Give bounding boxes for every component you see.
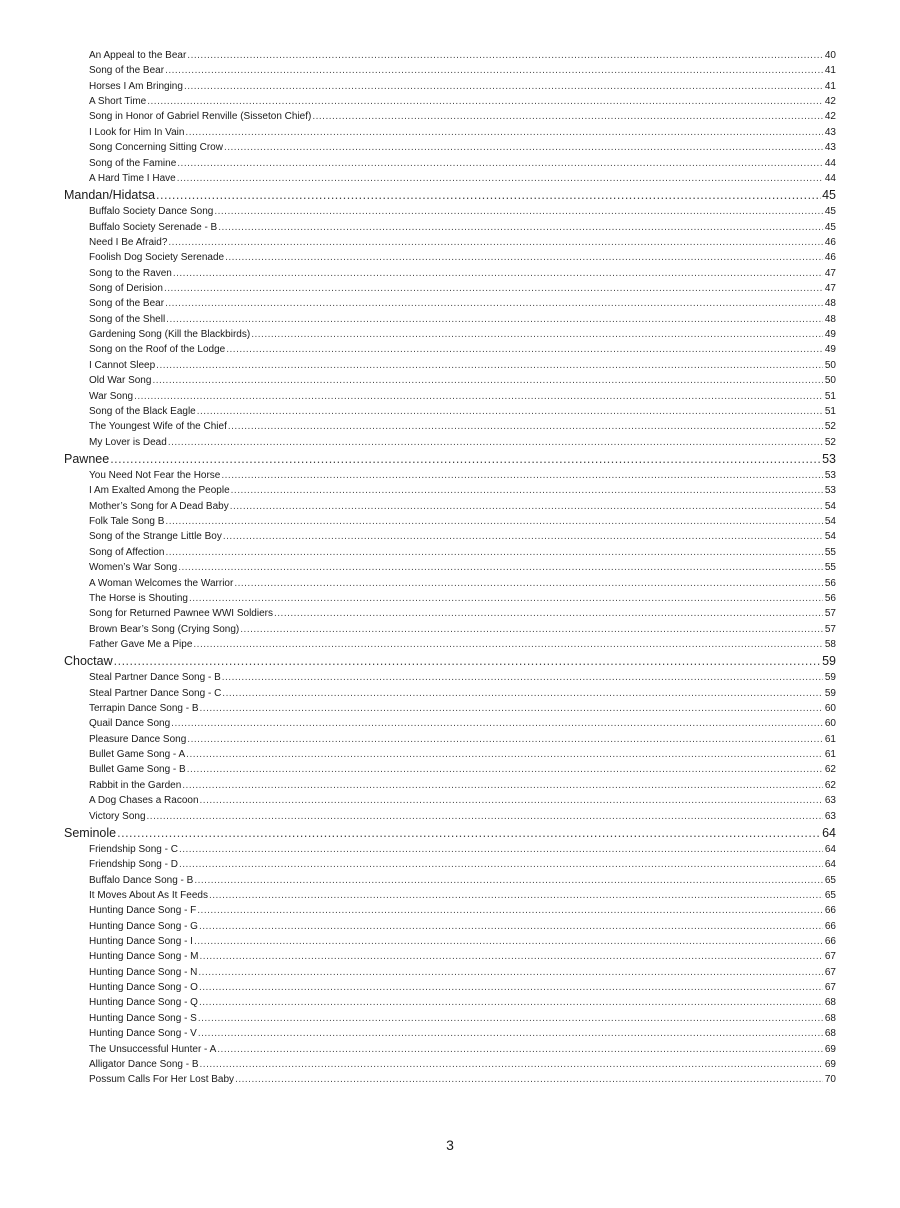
toc-entry-title: Steal Partner Dance Song - C [89, 687, 222, 699]
dot-leader [164, 281, 823, 296]
dot-leader [209, 888, 823, 903]
toc-entry-page: 47 [824, 283, 836, 295]
toc-entry[interactable] [0, 156, 900, 171]
toc-entry-title: Song of Derision [89, 283, 163, 295]
toc-entry-page: 54 [824, 531, 836, 543]
toc-entry-title: Hunting Dance Song - O [89, 982, 198, 994]
dot-leader [198, 1011, 823, 1026]
toc-entry[interactable] [0, 919, 900, 934]
dot-leader [147, 94, 823, 109]
toc-entry-page: 51 [824, 390, 836, 402]
toc-entry-page: 55 [824, 562, 836, 574]
dot-leader [312, 109, 823, 124]
dot-leader [274, 606, 823, 621]
toc-entry-title: Song of the Shell [89, 313, 166, 325]
dot-leader [224, 140, 823, 155]
toc-entry[interactable] [0, 327, 900, 342]
toc-entry-page: 64 [824, 859, 836, 871]
dot-leader [199, 980, 823, 995]
toc-entry[interactable] [0, 358, 900, 373]
dot-leader [185, 125, 823, 140]
toc-entry-page: 62 [824, 764, 836, 776]
toc-entry-title: Friendship Song - D [89, 859, 178, 871]
dot-leader [214, 204, 823, 219]
toc-entry[interactable] [0, 637, 900, 652]
toc-entry-title: Buffalo Society Dance Song [89, 206, 214, 218]
toc-entry-page: 48 [824, 313, 836, 325]
toc-entry[interactable] [0, 389, 900, 404]
dot-leader [114, 652, 821, 670]
toc-entry[interactable] [0, 312, 900, 327]
toc-entry-title: Folk Tale Song B [89, 516, 165, 528]
dot-leader [200, 949, 823, 964]
toc-entry[interactable] [0, 1042, 900, 1057]
dot-leader [179, 842, 823, 857]
toc-entry-title: Mandan/Hidatsa [64, 188, 156, 203]
toc-entry-page: 66 [824, 905, 836, 917]
toc-entry-page: 53 [824, 469, 836, 481]
toc-entry-title: Gardening Song (Kill the Blackbirds) [89, 329, 251, 341]
toc-entry-page: 53 [824, 485, 836, 497]
toc-entry[interactable] [0, 732, 900, 747]
toc-entry-page: 58 [824, 638, 836, 650]
toc-entry[interactable] [0, 468, 900, 483]
toc-entry-title: Need I Be Afraid? [89, 236, 168, 248]
dot-leader [221, 468, 823, 483]
toc-entry[interactable] [0, 857, 900, 872]
toc-entry[interactable] [0, 235, 900, 250]
dot-leader [251, 327, 823, 342]
toc-entry-page: 53 [822, 451, 836, 466]
dot-leader [222, 686, 823, 701]
dot-leader [240, 622, 823, 637]
toc-entry-title: Song Concerning Sitting Crow [89, 142, 223, 154]
toc-entry-page: 61 [824, 749, 836, 761]
dot-leader [186, 747, 823, 762]
toc-entry-title: Choctaw [64, 654, 113, 669]
toc-entry-title: Quail Dance Song [89, 718, 171, 730]
dot-leader [234, 576, 823, 591]
dot-leader [222, 670, 823, 685]
toc-entry-page: 64 [822, 825, 836, 840]
toc-entry-title: I Am Exalted Among the People [89, 485, 230, 497]
toc-entry-title: Hunting Dance Song - N [89, 966, 198, 978]
dot-leader [198, 965, 823, 980]
toc-entry[interactable] [0, 1057, 900, 1072]
toc-entry-title: Old War Song [89, 375, 152, 387]
toc-entry-title: Alligator Dance Song - B [89, 1058, 199, 1070]
toc-entry[interactable] [0, 1011, 900, 1026]
toc-entry[interactable] [0, 809, 900, 824]
toc-section-heading[interactable] [0, 652, 900, 670]
toc-entry-page: 52 [824, 421, 836, 433]
toc-entry-page: 46 [824, 252, 836, 264]
toc-entry[interactable] [0, 965, 900, 980]
toc-entry[interactable] [0, 404, 900, 419]
dot-leader [194, 934, 823, 949]
toc-section-heading[interactable] [0, 824, 900, 842]
toc-entry-title: Pleasure Dance Song [89, 733, 187, 745]
toc-entry-title: Hunting Dance Song - M [89, 951, 199, 963]
toc-entry-page: 59 [824, 672, 836, 684]
toc-entry[interactable] [0, 63, 900, 78]
toc-entry[interactable] [0, 793, 900, 808]
toc-entry[interactable] [0, 701, 900, 716]
toc-entry-page: 65 [824, 874, 836, 886]
toc-entry-page: 47 [824, 267, 836, 279]
toc-entry-page: 45 [822, 188, 836, 203]
toc-entry-page: 57 [824, 608, 836, 620]
toc-entry[interactable] [0, 606, 900, 621]
toc-entry-title: Hunting Dance Song - V [89, 1028, 197, 1040]
page-number: 3 [446, 1137, 454, 1153]
toc-entry-page: 45 [824, 206, 836, 218]
toc-entry-title: Song of the Famine [89, 157, 177, 169]
toc-entry-title: Seminole [64, 825, 117, 840]
toc-entry-page: 40 [824, 50, 836, 61]
toc-entry-title: Foolish Dog Society Serenade [89, 252, 225, 264]
toc-entry-title: Women’s War Song [89, 562, 178, 574]
toc-entry-page: 43 [824, 142, 836, 154]
toc-entry-page: 63 [824, 795, 836, 807]
toc-entry-page: 60 [824, 703, 836, 715]
toc-entry[interactable] [0, 934, 900, 949]
table-of-contents [0, 48, 900, 1088]
dot-leader [225, 250, 823, 265]
toc-entry-title: Song of the Bear [89, 65, 165, 77]
toc-entry-page: 57 [824, 623, 836, 635]
toc-entry[interactable] [0, 560, 900, 575]
toc-entry[interactable] [0, 125, 900, 140]
toc-entry-title: Song in Honor of Gabriel Renville (Sisseton Chief) [89, 111, 312, 123]
toc-entry[interactable] [0, 94, 900, 109]
dot-leader [165, 514, 823, 529]
toc-entry[interactable] [0, 903, 900, 918]
toc-entry-page: 42 [824, 111, 836, 123]
toc-entry-title: It Moves About As It Feeds [89, 889, 208, 901]
toc-entry[interactable] [0, 1072, 900, 1087]
toc-entry[interactable] [0, 873, 900, 888]
toc-entry-page: 44 [824, 157, 836, 169]
toc-entry-title: Song of the Bear [89, 298, 165, 310]
toc-entry-page: 45 [824, 221, 836, 233]
toc-entry[interactable] [0, 576, 900, 591]
toc-entry-page: 68 [824, 1028, 836, 1040]
toc-entry-page: 64 [824, 843, 836, 855]
dot-leader [200, 701, 823, 716]
dot-leader [217, 1042, 823, 1057]
toc-entry-title: War Song [89, 390, 134, 402]
toc-entry-page: 41 [824, 65, 836, 77]
dot-leader [200, 1057, 823, 1072]
dot-leader [200, 793, 823, 808]
toc-entry-title: Song to the Raven [89, 267, 172, 279]
toc-entry[interactable] [0, 980, 900, 995]
toc-entry-page: 68 [824, 1012, 836, 1024]
toc-entry-page: 65 [824, 889, 836, 901]
toc-entry-title: Pawnee [64, 451, 110, 466]
toc-entry[interactable] [0, 1026, 900, 1041]
dot-leader [223, 529, 823, 544]
dot-leader [168, 235, 823, 250]
dot-leader [117, 824, 821, 842]
toc-entry-title: A Hard Time I Have [89, 172, 176, 184]
toc-entry-page: 62 [824, 779, 836, 791]
toc-entry-page: 67 [824, 982, 836, 994]
toc-entry[interactable] [0, 545, 900, 560]
toc-entry-title: Song for Returned Pawnee WWI Soldiers [89, 608, 273, 620]
toc-entry[interactable] [0, 266, 900, 281]
dot-leader [197, 903, 823, 918]
toc-entry-title: Victory Song [89, 810, 146, 822]
dot-leader [198, 1026, 823, 1041]
toc-entry[interactable] [0, 281, 900, 296]
toc-entry-page: 66 [824, 936, 836, 948]
toc-entry-title: Song on the Roof of the Lodge [89, 344, 226, 356]
toc-entry[interactable] [0, 686, 900, 701]
toc-entry[interactable] [0, 220, 900, 235]
toc-entry-title: Horses I Am Bringing [89, 80, 183, 92]
toc-entry[interactable] [0, 995, 900, 1010]
toc-entry-title: I Look for Him In Vain [89, 126, 185, 138]
toc-entry[interactable] [0, 842, 900, 857]
toc-entry[interactable] [0, 48, 900, 63]
dot-leader [182, 778, 823, 793]
toc-entry-page: 69 [824, 1058, 836, 1070]
toc-entry-title: An Appeal to the Bear [89, 50, 187, 61]
toc-entry-page: 66 [824, 920, 836, 932]
toc-section-heading[interactable] [0, 186, 900, 204]
toc-entry[interactable] [0, 778, 900, 793]
toc-entry[interactable] [0, 591, 900, 606]
toc-section-heading[interactable] [0, 450, 900, 468]
dot-leader [228, 419, 823, 434]
toc-entry-page: 50 [824, 375, 836, 387]
toc-entry[interactable] [0, 204, 900, 219]
toc-entry-title: Bullet Game Song - A [89, 749, 186, 761]
toc-entry-title: Song of the Strange Little Boy [89, 531, 222, 543]
dot-leader [110, 450, 821, 468]
toc-entry[interactable] [0, 419, 900, 434]
dot-leader [165, 296, 823, 311]
toc-entry-title: Terrapin Dance Song - B [89, 703, 199, 715]
dot-leader [178, 560, 823, 575]
toc-entry[interactable] [0, 171, 900, 186]
toc-entry-title: Mother’s Song for A Dead Baby [89, 500, 229, 512]
toc-entry-page: 68 [824, 997, 836, 1009]
toc-entry[interactable] [0, 762, 900, 777]
toc-entry-page: 42 [824, 96, 836, 108]
dot-leader [179, 857, 823, 872]
dot-leader [156, 186, 821, 204]
toc-entry[interactable] [0, 140, 900, 155]
toc-entry-page: 41 [824, 80, 836, 92]
toc-entry-title: The Unsuccessful Hunter - A [89, 1043, 217, 1055]
toc-entry-title: Brown Bear’s Song (Crying Song) [89, 623, 240, 635]
toc-entry-page: 67 [824, 966, 836, 978]
toc-entry-page: 69 [824, 1043, 836, 1055]
toc-entry-page: 59 [824, 687, 836, 699]
dot-leader [187, 732, 823, 747]
dot-leader [194, 873, 823, 888]
toc-entry[interactable] [0, 670, 900, 685]
toc-entry-page: 63 [824, 810, 836, 822]
toc-entry-title: Hunting Dance Song - I [89, 936, 193, 948]
toc-entry-title: A Short Time [89, 96, 147, 108]
toc-entry-page: 51 [824, 405, 836, 417]
toc-entry[interactable] [0, 747, 900, 762]
dot-leader [199, 919, 823, 934]
dot-leader [177, 156, 823, 171]
toc-entry[interactable] [0, 529, 900, 544]
toc-entry-title: Father Gave Me a Pipe [89, 638, 193, 650]
toc-entry[interactable] [0, 373, 900, 388]
toc-entry-title: Friendship Song - C [89, 843, 178, 855]
toc-entry-page: 48 [824, 298, 836, 310]
dot-leader [187, 48, 823, 63]
toc-entry[interactable] [0, 514, 900, 529]
toc-entry[interactable] [0, 622, 900, 637]
toc-entry-page: 67 [824, 951, 836, 963]
dot-leader [165, 63, 823, 78]
toc-entry-title: Hunting Dance Song - F [89, 905, 197, 917]
toc-entry-title: A Woman Welcomes the Warrior [89, 577, 234, 589]
toc-entry-page: 43 [824, 126, 836, 138]
toc-entry-title: Rabbit in the Garden [89, 779, 182, 791]
toc-entry-title: Song of the Black Eagle [89, 405, 196, 417]
dot-leader [166, 312, 823, 327]
toc-entry[interactable] [0, 250, 900, 265]
toc-entry-page: 54 [824, 516, 836, 528]
dot-leader [187, 762, 823, 777]
toc-entry[interactable] [0, 342, 900, 357]
toc-entry[interactable] [0, 888, 900, 903]
toc-entry-page: 52 [824, 436, 836, 448]
toc-entry-page: 70 [824, 1074, 836, 1086]
toc-entry-title: Bullet Game Song - B [89, 764, 186, 776]
dot-leader [156, 358, 823, 373]
toc-entry[interactable] [0, 716, 900, 731]
dot-leader [168, 435, 823, 450]
toc-entry-title: A Dog Chases a Racoon [89, 795, 199, 807]
dot-leader [184, 79, 823, 94]
toc-entry-page: 56 [824, 592, 836, 604]
toc-entry-title: I Cannot Sleep [89, 359, 156, 371]
toc-entry-page: 56 [824, 577, 836, 589]
toc-entry-page: 55 [824, 546, 836, 558]
dot-leader [177, 171, 823, 186]
toc-entry[interactable] [0, 296, 900, 311]
toc-entry-page: 60 [824, 718, 836, 730]
toc-entry[interactable] [0, 109, 900, 124]
toc-entry-page: 49 [824, 344, 836, 356]
toc-entry-title: The Youngest Wife of the Chief [89, 421, 227, 433]
toc-entry-title: The Horse is Shouting [89, 592, 188, 604]
toc-entry-page: 46 [824, 236, 836, 248]
toc-entry[interactable] [0, 949, 900, 964]
toc-entry-title: Buffalo Society Serenade - B [89, 221, 218, 233]
dot-leader [173, 266, 823, 281]
toc-entry-page: 54 [824, 500, 836, 512]
dot-leader [134, 389, 823, 404]
toc-entry-title: My Lover is Dead [89, 436, 167, 448]
dot-leader [199, 995, 823, 1010]
toc-entry-title: Hunting Dance Song - S [89, 1012, 197, 1024]
dot-leader [147, 809, 823, 824]
toc-entry-title: Song of Affection [89, 546, 165, 558]
dot-leader [218, 220, 823, 235]
toc-entry-page: 44 [824, 172, 836, 184]
toc-entry-title: Hunting Dance Song - G [89, 920, 198, 932]
toc-entry[interactable] [0, 435, 900, 450]
dot-leader [165, 545, 823, 560]
toc-entry[interactable] [0, 499, 900, 514]
toc-entry-title: Hunting Dance Song - Q [89, 997, 198, 1009]
toc-entry-page: 59 [822, 654, 836, 669]
dot-leader [189, 591, 823, 606]
dot-leader [152, 373, 823, 388]
dot-leader [197, 404, 823, 419]
toc-entry[interactable] [0, 483, 900, 498]
dot-leader [230, 499, 823, 514]
toc-entry-page: 49 [824, 329, 836, 341]
dot-leader [171, 716, 823, 731]
dot-leader [226, 342, 823, 357]
toc-entry-title: Steal Partner Dance Song - B [89, 672, 221, 684]
dot-leader [231, 483, 823, 498]
toc-entry-page: 61 [824, 733, 836, 745]
dot-leader [235, 1072, 823, 1087]
toc-entry-title: You Need Not Fear the Horse [89, 469, 221, 481]
toc-entry[interactable] [0, 79, 900, 94]
toc-entry-page: 50 [824, 359, 836, 371]
toc-entry-title: Possum Calls For Her Lost Baby [89, 1074, 235, 1086]
toc-entry-title: Buffalo Dance Song - B [89, 874, 194, 886]
dot-leader [193, 637, 823, 652]
